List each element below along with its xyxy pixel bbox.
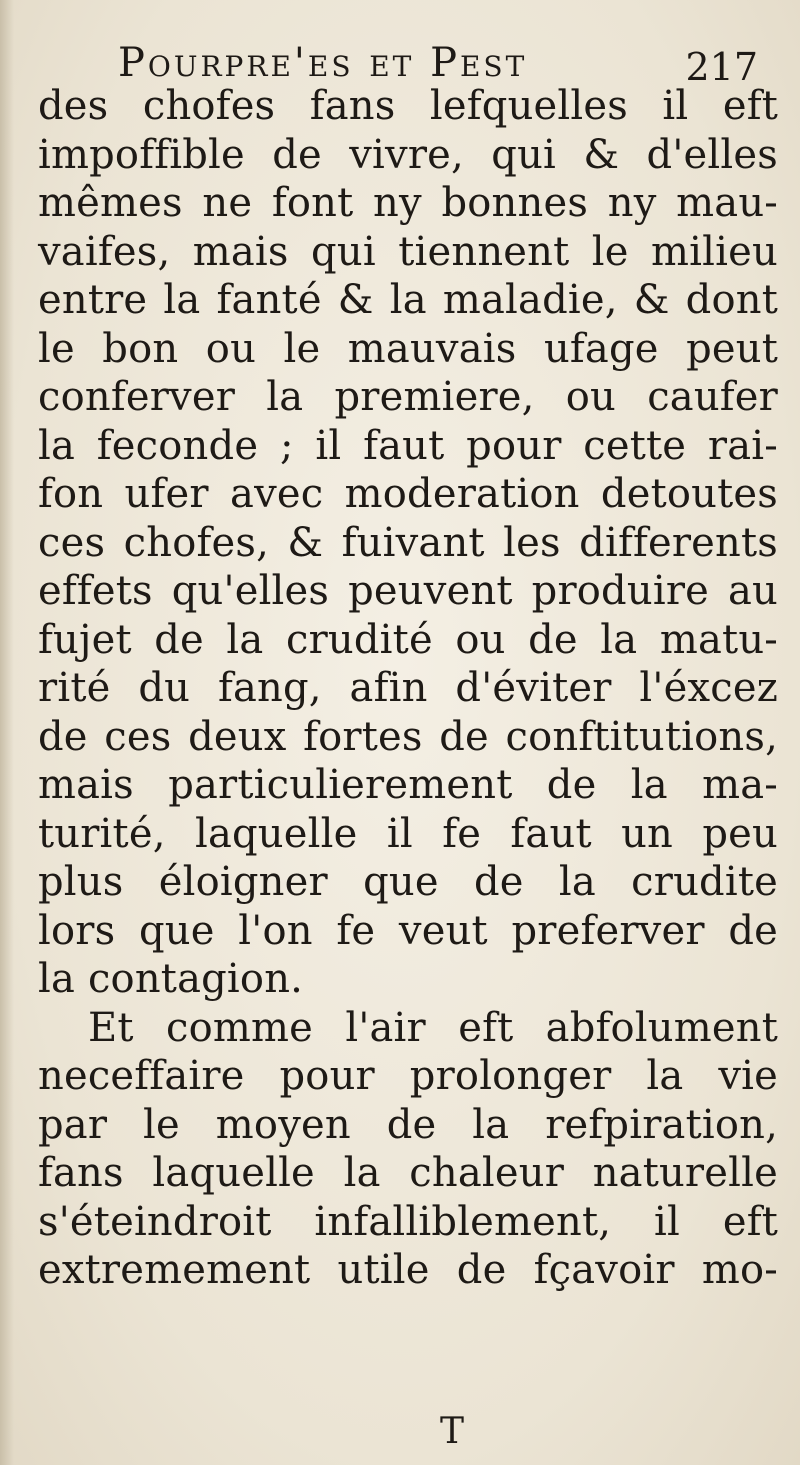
gutter-shadow: [0, 0, 14, 1465]
text-line: la feconde ; il faut pour cette rai-: [38, 422, 778, 469]
text-line: fans laquelle la chaleur naturelle: [38, 1150, 778, 1196]
body-text: [38, 82, 778, 1295]
text-line: lors que l'on fe veut preferver de: [38, 907, 778, 954]
page-number: 217: [685, 45, 758, 89]
text-line: par le moyen de la refpiration,: [38, 1101, 778, 1148]
page-header: [118, 38, 758, 88]
text-line: effets qu'elles peuvent produire au: [38, 568, 778, 614]
text-line: s'éteindroit infalliblement, il eft: [38, 1198, 778, 1245]
text-line: extremement utile de fçavoir mo-: [38, 1247, 778, 1293]
text-line: mais particulierement de la ma-: [38, 762, 778, 808]
text-line: mêmes ne font ny bonnes ny mau-: [38, 180, 778, 226]
text-line: le bon ou le mauvais ufage peut: [38, 325, 778, 372]
text-line: entre la fanté & la maladie, & dont: [38, 277, 778, 323]
text-line: de ces deux fortes de conftitutions,: [38, 713, 778, 760]
text-line: des chofes fans lefquelles il eft: [38, 83, 778, 129]
running-head: Pourpre'es et Pest: [118, 40, 528, 86]
text-line: vaifes, mais qui tiennent le milieu: [38, 228, 778, 275]
text-line: ces chofes, & fuivant les differents: [38, 519, 778, 566]
text-line: la contagion.: [38, 956, 304, 1002]
signature-mark: T: [440, 1411, 465, 1452]
text-line: conferver la premiere, ou caufer: [38, 374, 778, 420]
text-line: Et comme l'air eft abfolument: [88, 1004, 778, 1051]
text-line: impoffible de vivre, qui & d'elles: [38, 131, 778, 178]
text-line: rité du fang, afin d'éviter l'éxcez: [38, 665, 778, 711]
text-line: fujet de la crudité ou de la matu-: [38, 616, 778, 663]
text-line: fon ufer avec moderation detoutes: [38, 471, 778, 517]
text-line: plus éloigner que de la crudite: [38, 859, 778, 905]
text-line: neceffaire pour prolonger la vie: [38, 1053, 778, 1099]
text-line: turité, laquelle il fe faut un peu: [38, 810, 778, 857]
